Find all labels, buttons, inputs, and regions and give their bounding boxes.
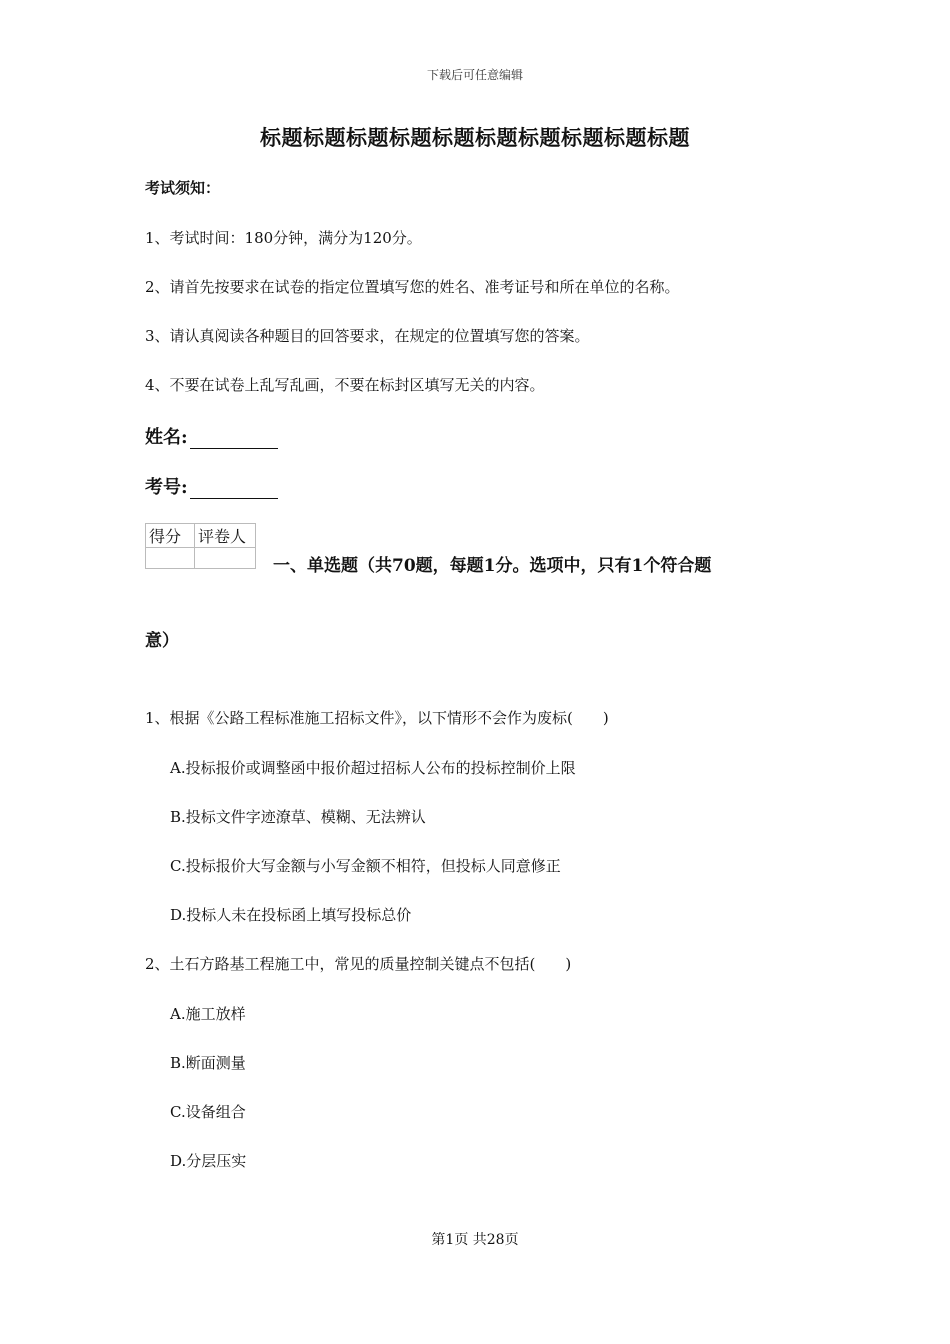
score-cell [146,548,195,569]
question-1: 1、根据《公路工程标准施工招标文件》，以下情形不会作为废标( ) [145,709,609,727]
name-blank-line[interactable] [190,430,278,449]
grader-cell [195,548,256,569]
id-label: 考号: [145,477,188,498]
question-1-option-a: A.投标报价或调整函中报价超过招标人公布的投标控制价上限 [170,759,576,777]
section-title-continued: 意） [145,631,179,651]
question-1-option-c: C.投标报价大写金额与小写金额不相符，但投标人同意修正 [170,857,561,875]
header-note: 下载后可任意编辑 [426,68,523,82]
notice-item: 3、请认真阅读各种题目的回答要求，在规定的位置填写您的答案。 [145,327,590,345]
name-label: 姓名: [145,427,188,448]
section-title: 一、单选题（共70题，每题1分。选项中，只有1个符合题 [273,556,712,576]
question-1-option-d: D.投标人未在投标函上填写投标总价 [170,906,412,924]
score-header: 得分 [146,524,195,548]
question-2-option-b: B.断面测量 [170,1054,246,1072]
name-field [145,423,278,449]
page-footer: 第1页 共28页 [431,1232,519,1248]
score-table [145,523,256,569]
question-2-option-a: A.施工放样 [170,1005,246,1023]
notice-item: 2、请首先按要求在试卷的指定位置填写您的姓名、准考证号和所在单位的名称。 [145,278,680,296]
id-field [145,473,278,499]
question-2: 2、土石方路基工程施工中，常见的质量控制关键点不包括( ) [145,955,572,973]
notice-item: 1、考试时间：180分钟，满分为120分。 [145,229,422,247]
grader-header: 评卷人 [195,524,256,548]
notice-item: 4、不要在试卷上乱写乱画，不要在标封区填写无关的内容。 [145,376,545,394]
document-title: 标题标题标题标题标题标题标题标题标题标题 [260,125,690,150]
question-1-option-b: B.投标文件字迹潦草、模糊、无法辨认 [170,808,426,826]
question-2-option-d: D.分层压实 [170,1152,247,1170]
id-blank-line[interactable] [190,480,278,499]
notice-heading: 考试须知： [145,179,221,197]
question-2-option-c: C.设备组合 [170,1103,246,1121]
